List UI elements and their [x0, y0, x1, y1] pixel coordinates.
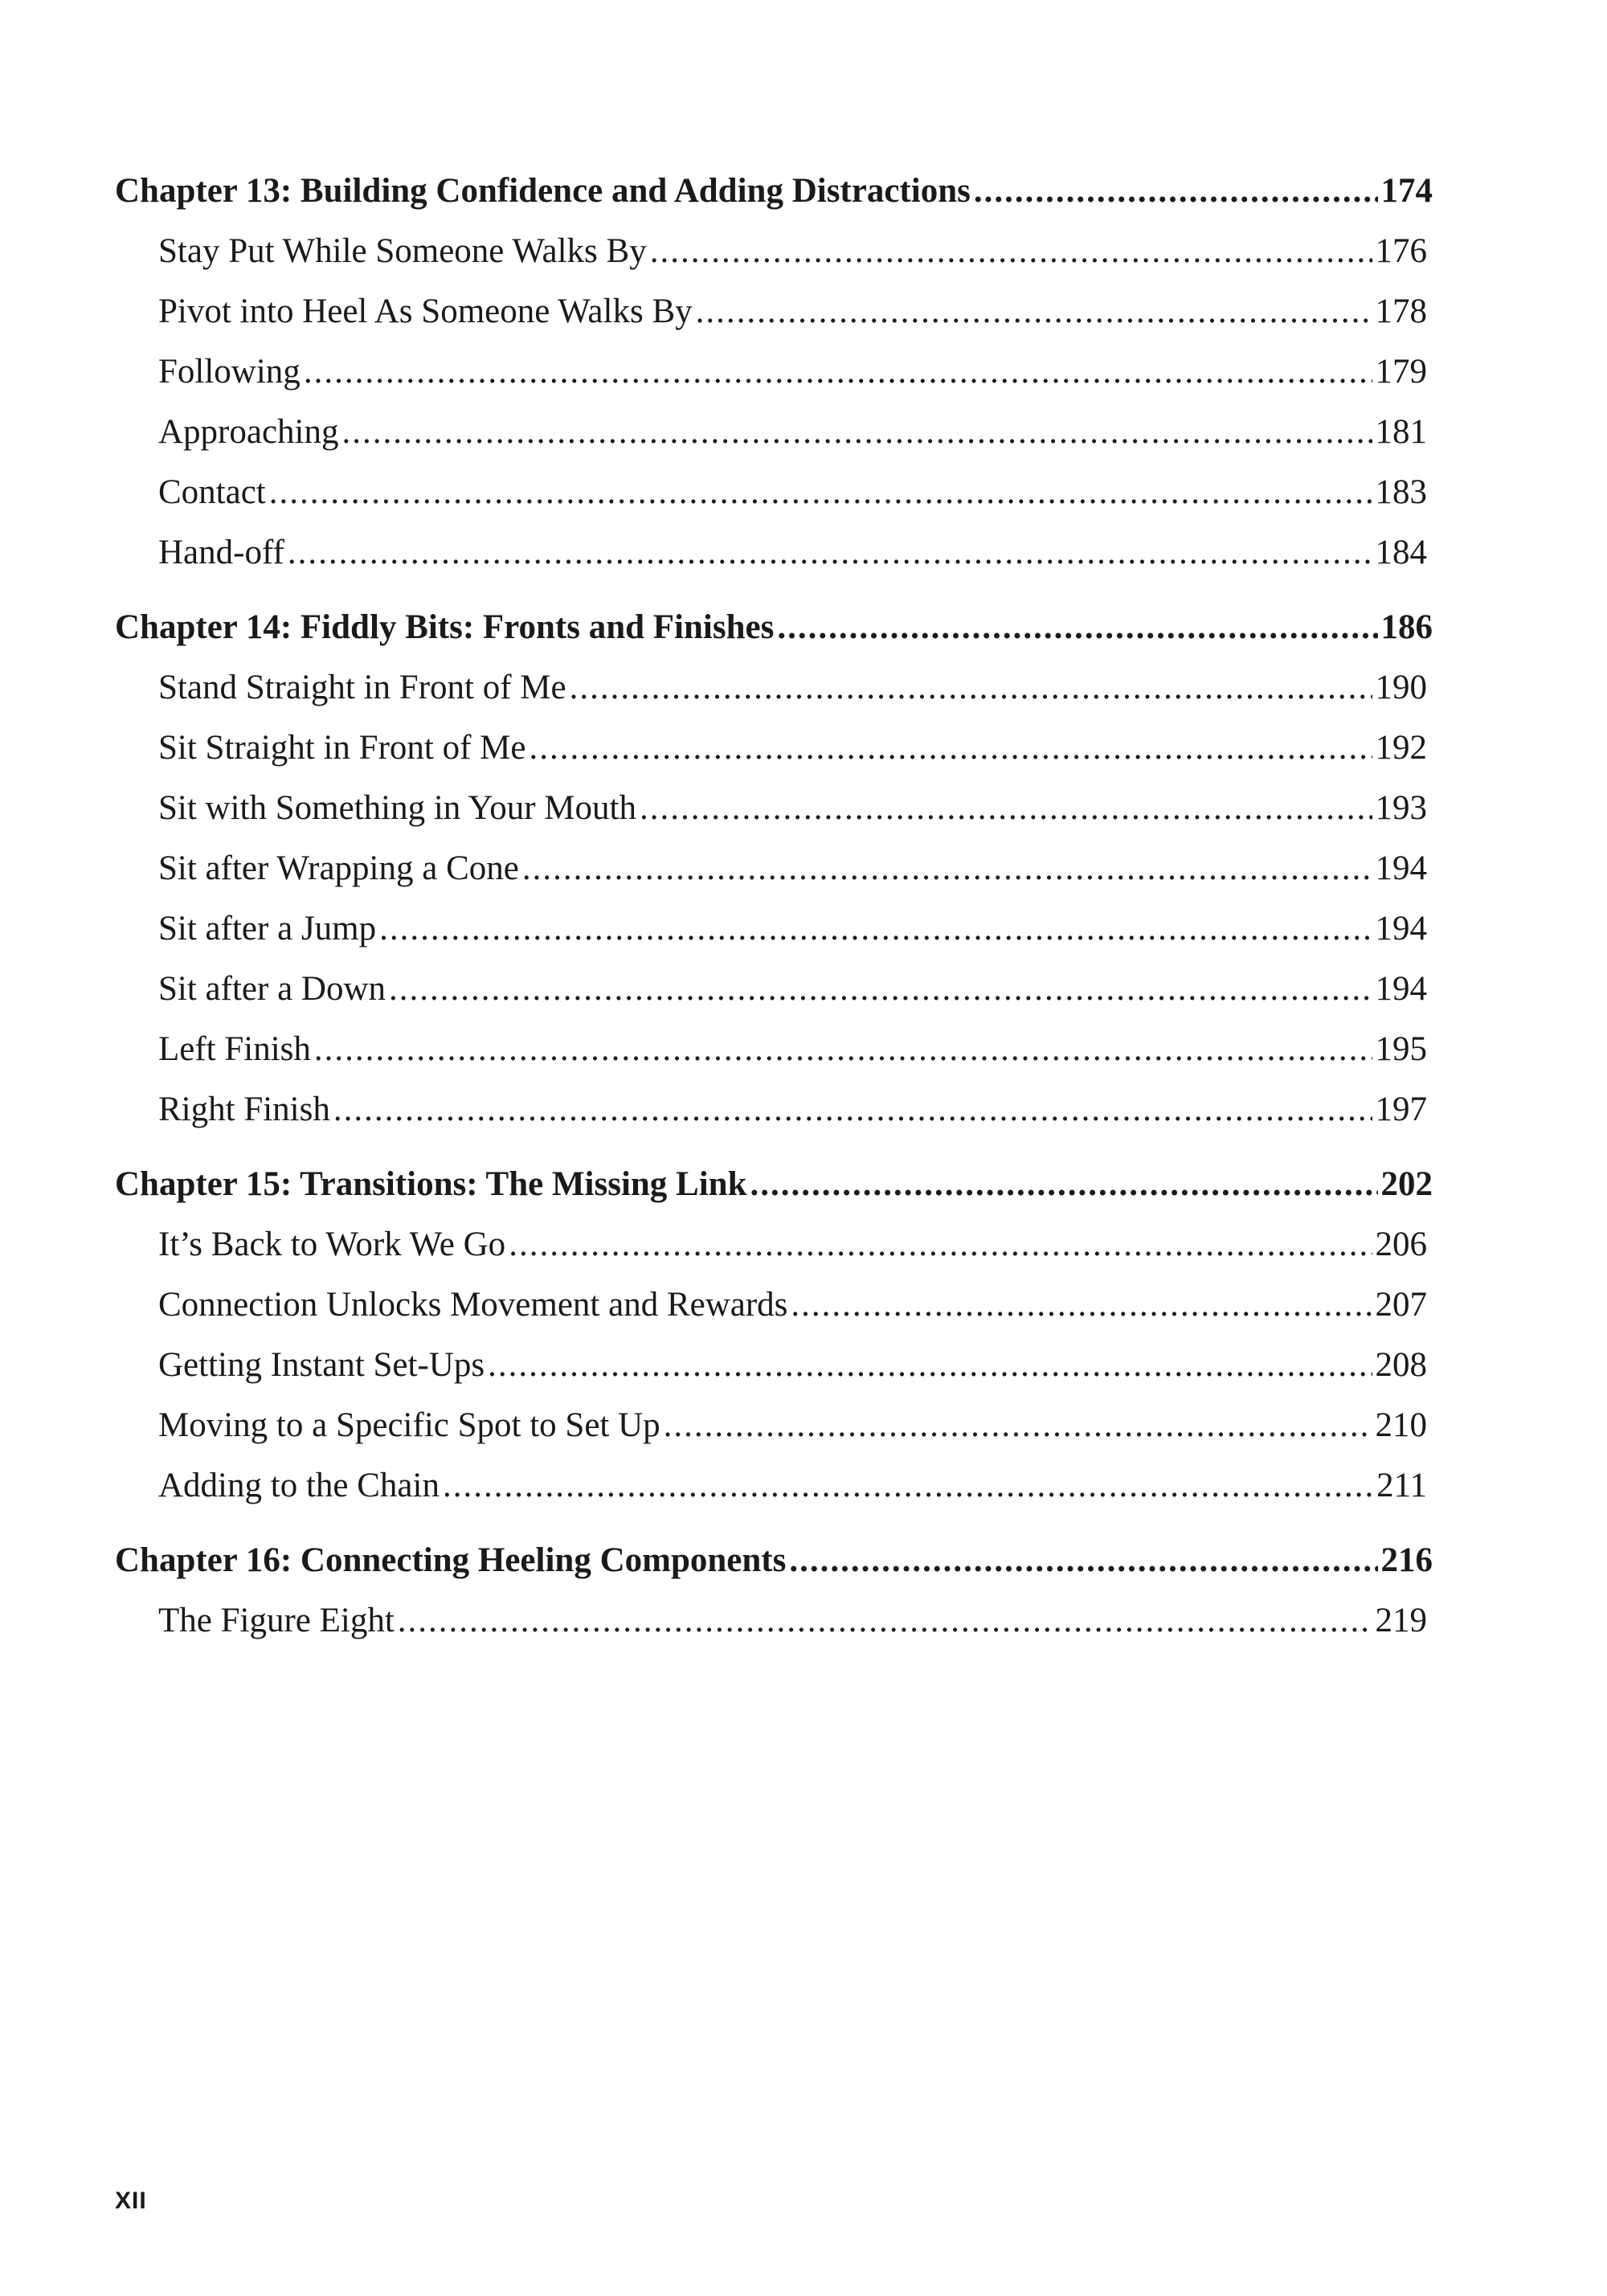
dot-leader — [333, 1079, 1372, 1140]
section-title: Sit after Wrapping a Cone — [158, 849, 519, 887]
section-page-number: 197 — [1375, 1091, 1427, 1128]
chapter-entry[interactable] — [115, 597, 1433, 657]
chapter-page-number: 174 — [1380, 172, 1433, 210]
section-entry[interactable] — [115, 1590, 1433, 1651]
dot-leader — [389, 959, 1372, 1019]
dot-leader — [640, 778, 1372, 838]
section-entry[interactable] — [115, 221, 1433, 281]
section-page-number: 176 — [1375, 232, 1427, 270]
dot-leader — [777, 597, 1377, 657]
section-page-number: 207 — [1375, 1286, 1427, 1324]
chapter-title: Chapter 16: Connecting Heeling Components — [115, 1541, 787, 1579]
chapter-page-number: 202 — [1380, 1165, 1433, 1203]
chapter-entry[interactable] — [115, 1154, 1433, 1214]
dot-leader — [789, 1530, 1377, 1590]
dot-leader — [696, 281, 1372, 342]
section-title: Getting Instant Set-Ups — [158, 1346, 485, 1384]
page-folio: XII — [115, 2188, 147, 2214]
section-entry[interactable] — [115, 838, 1433, 898]
section-entry[interactable] — [115, 1395, 1433, 1455]
dot-leader — [664, 1395, 1372, 1455]
section-entry[interactable] — [115, 959, 1433, 1019]
dot-leader — [650, 221, 1372, 281]
dot-leader — [443, 1455, 1373, 1516]
chapter-entry[interactable] — [115, 1530, 1433, 1590]
section-page-number: 195 — [1375, 1030, 1427, 1068]
section-page-number: 219 — [1375, 1602, 1427, 1639]
section-title: Stand Straight in Front of Me — [158, 669, 566, 706]
section-page-number: 183 — [1375, 473, 1427, 511]
dot-leader — [529, 718, 1372, 778]
section-title: Contact — [158, 473, 266, 511]
dot-leader — [314, 1019, 1372, 1079]
dot-leader — [379, 898, 1372, 959]
section-page-number: 194 — [1375, 849, 1427, 887]
dot-leader — [791, 1275, 1372, 1335]
section-title: Sit Straight in Front of Me — [158, 729, 526, 767]
chapter-entry[interactable] — [115, 161, 1433, 221]
section-title: Stay Put While Someone Walks By — [158, 232, 647, 270]
chapter-title: Chapter 15: Transitions: The Missing Link — [115, 1165, 747, 1203]
section-entry[interactable] — [115, 1275, 1433, 1335]
dot-leader — [509, 1214, 1372, 1275]
section-page-number: 181 — [1375, 413, 1427, 451]
section-title: Moving to a Specific Spot to Set Up — [158, 1406, 660, 1444]
section-page-number: 184 — [1375, 534, 1427, 571]
toc-chapter — [115, 1530, 1433, 1651]
section-page-number: 194 — [1375, 970, 1427, 1008]
section-entry[interactable] — [115, 522, 1433, 583]
chapter-title: Chapter 14: Fiddly Bits: Fronts and Finishes — [115, 608, 775, 646]
section-title: Adding to the Chain — [158, 1467, 440, 1504]
section-title: It’s Back to Work We Go — [158, 1226, 506, 1263]
section-page-number: 194 — [1375, 910, 1427, 947]
section-title: Pivot into Heel As Someone Walks By — [158, 293, 693, 330]
section-title: Connection Unlocks Movement and Rewards — [158, 1286, 788, 1324]
section-title: Following — [158, 353, 301, 391]
dot-leader — [398, 1590, 1372, 1651]
dot-leader — [269, 462, 1372, 522]
table-of-contents — [115, 161, 1433, 1665]
section-entry[interactable] — [115, 1455, 1433, 1516]
section-page-number: 208 — [1375, 1346, 1427, 1384]
dot-leader — [488, 1335, 1372, 1395]
section-title: Right Finish — [158, 1091, 330, 1128]
chapter-title: Chapter 13: Building Confidence and Adding Distractions — [115, 172, 971, 210]
section-entry[interactable] — [115, 1335, 1433, 1395]
toc-chapter — [115, 1154, 1433, 1516]
dot-leader — [974, 161, 1378, 221]
chapter-page-number: 216 — [1380, 1541, 1433, 1579]
section-entry[interactable] — [115, 281, 1433, 342]
section-title: Hand-off — [158, 534, 284, 571]
section-page-number: 192 — [1375, 729, 1427, 767]
toc-chapter — [115, 597, 1433, 1140]
section-entry[interactable] — [115, 718, 1433, 778]
dot-leader — [288, 522, 1372, 583]
section-page-number: 193 — [1375, 789, 1427, 827]
section-page-number: 190 — [1375, 669, 1427, 706]
dot-leader — [570, 657, 1372, 718]
dot-leader — [750, 1154, 1378, 1214]
section-entry[interactable] — [115, 342, 1433, 402]
section-entry[interactable] — [115, 462, 1433, 522]
chapter-page-number: 186 — [1380, 608, 1433, 646]
section-entry[interactable] — [115, 1019, 1433, 1079]
dot-leader — [342, 402, 1372, 462]
section-page-number: 179 — [1375, 353, 1427, 391]
section-entry[interactable] — [115, 898, 1433, 959]
section-page-number: 178 — [1375, 293, 1427, 330]
section-page-number: 206 — [1375, 1226, 1427, 1263]
section-entry[interactable] — [115, 402, 1433, 462]
section-title: Left Finish — [158, 1030, 311, 1068]
dot-leader — [304, 342, 1372, 402]
section-title: Approaching — [158, 413, 339, 451]
section-title: Sit after a Down — [158, 970, 386, 1008]
section-entry[interactable] — [115, 778, 1433, 838]
section-entry[interactable] — [115, 657, 1433, 718]
toc-chapter — [115, 161, 1433, 583]
section-title: Sit with Something in Your Mouth — [158, 789, 636, 827]
section-entry[interactable] — [115, 1079, 1433, 1140]
dot-leader — [522, 838, 1372, 898]
section-title: Sit after a Jump — [158, 910, 377, 947]
section-page-number: 211 — [1376, 1467, 1427, 1504]
section-entry[interactable] — [115, 1214, 1433, 1275]
section-page-number: 210 — [1375, 1406, 1427, 1444]
section-title: The Figure Eight — [158, 1602, 395, 1639]
